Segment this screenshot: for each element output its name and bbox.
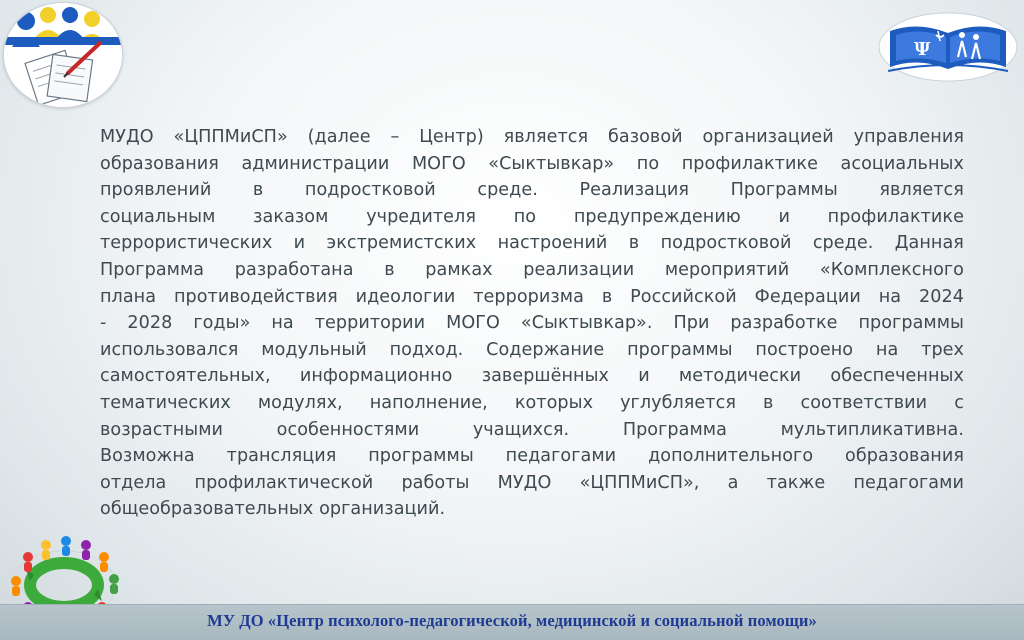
main-paragraph [100,124,964,523]
paragraph-line: самостоятельных, информационно завершённых и методически обеспеченных [100,366,964,387]
paragraph-line: плана противодействия идеологии терроризма в Российской Федерации на 2024 [100,286,964,307]
paragraph-line: общеобразовательных организаций. [100,499,446,520]
paragraph-line: террористических и экстремистских настроений в подростковой среде. Данная [100,233,964,254]
book-figures-logo-icon [878,11,1018,83]
paragraph-line: возрастными особенностями учащихся. Программа мультипликативна. [100,419,964,440]
paragraph-line: проявлений в подростковой среде. Реализация Программы является [100,180,964,201]
paragraph-line: использовался модульный подход. Содержание программы построено на трех [100,339,964,360]
paragraph-line: Возможна трансляция программы педагогами дополнительного образования [100,446,964,467]
footer-organization-name: МУ ДО «Центр психолого-педагогической, медицинской и социальной помощи» [207,611,817,630]
paragraph-line: отдела профилактической работы МУДО «ЦППМиСП», а также педагогами [100,472,964,493]
paragraph-line: социальным заказом учредителя по предупреждению и профилактике [100,206,964,227]
svg-text:Ψ: Ψ [914,39,931,60]
paragraph-line: образования администрации МОГО «Сыктывкар» по профилактике асоциальных [100,153,964,174]
paragraph-line: МУДО «ЦППМиСП» (далее – Центр) является базовой организацией управления [100,127,964,147]
people-document-logo-icon [3,2,123,108]
paragraph-line: - 2028 годы» на территории МОГО «Сыктывкар». При разработке программы [100,313,964,334]
paragraph-line: тематических модулях, наполнение, которых углубляется в соответствии с [100,392,964,413]
paragraph-line: Программа разработана в рамках реализации мероприятий «Комплексного [100,259,964,280]
